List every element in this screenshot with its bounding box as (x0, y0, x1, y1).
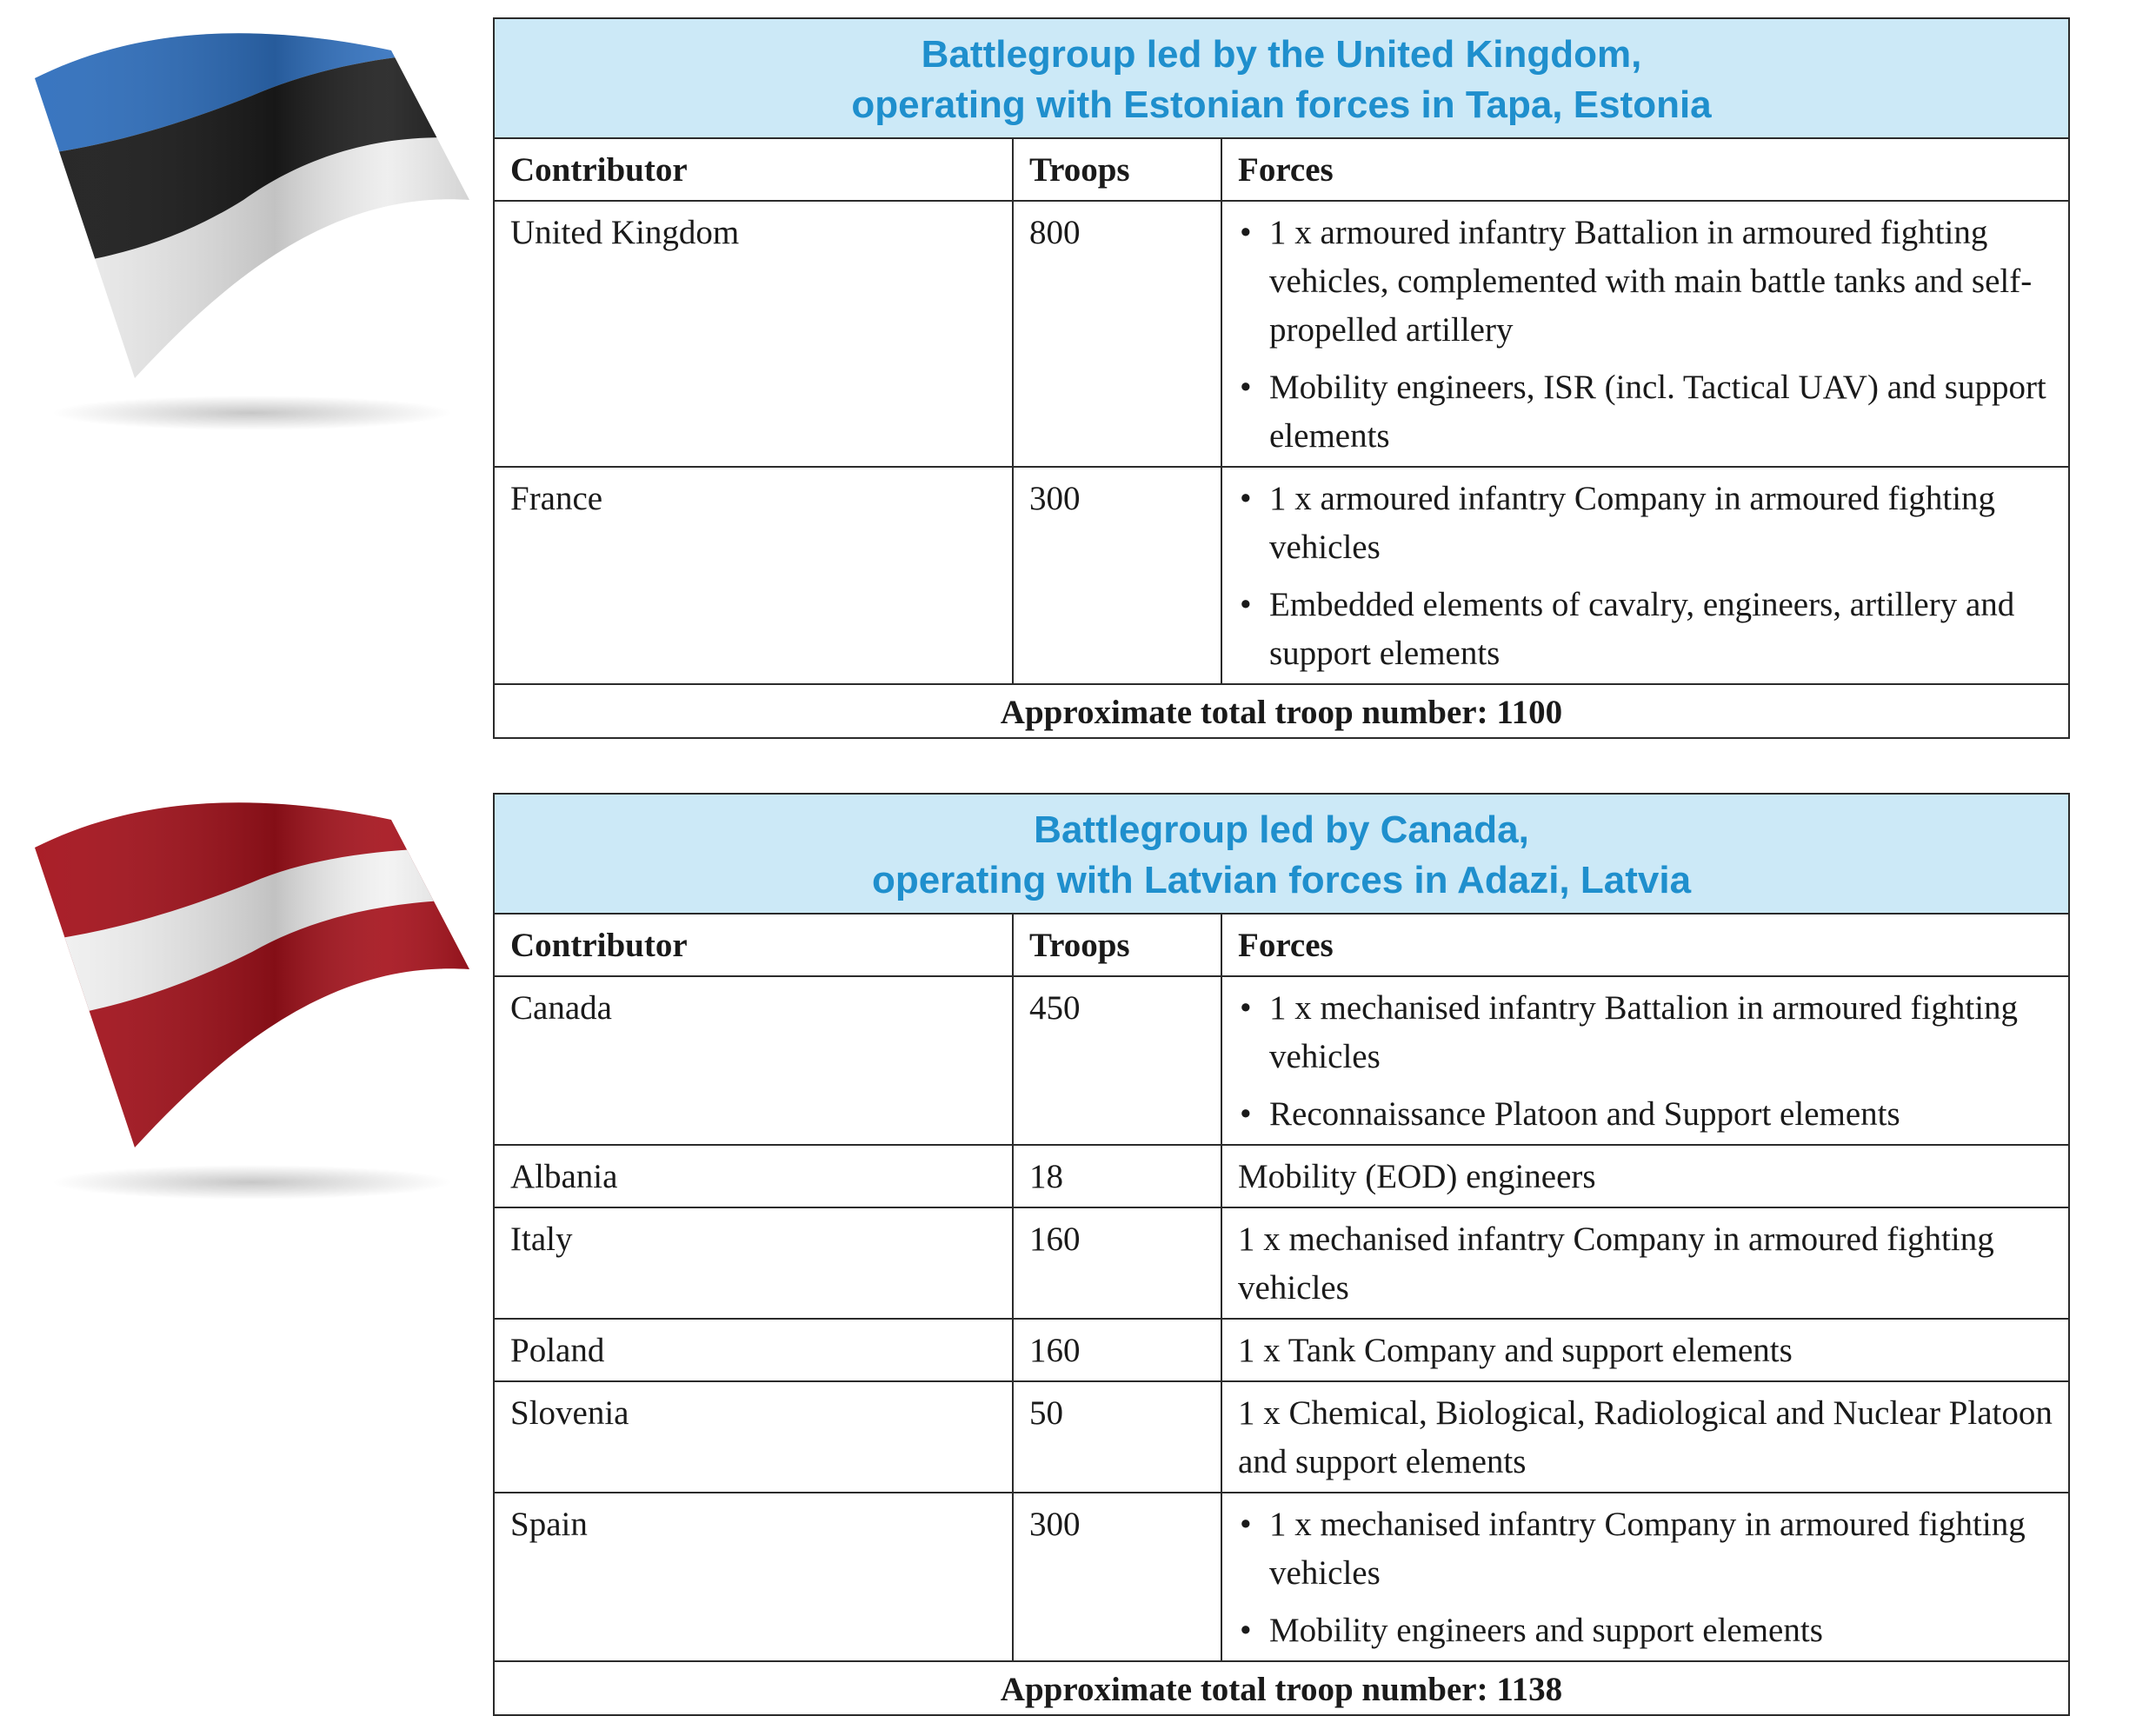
forces-list (1238, 475, 2053, 678)
troops-cell: 800 (1013, 201, 1221, 467)
total-troops-row: Approximate total troop number: 1138 (494, 1661, 2069, 1715)
latvia-battlegroup-table (493, 793, 2070, 1716)
forces-cell: 1 x Tank Company and support elements (1221, 1319, 2069, 1381)
estonia-battlegroup-table (493, 17, 2070, 739)
forces-cell: Mobility (EOD) engineers (1221, 1145, 2069, 1207)
table-row (494, 1207, 2069, 1319)
column-header-troops: Troops (1013, 914, 1221, 976)
troops-cell: 450 (1013, 976, 1221, 1145)
forces-list-item: • Embedded elements of cavalry, engineers, artillery and support elements (1238, 581, 2053, 678)
troops-cell: 160 (1013, 1207, 1221, 1319)
forces-list (1238, 984, 2053, 1139)
table-row (494, 976, 2069, 1145)
forces-list-item: • 1 x mechanised infantry Battalion in armoured fighting vehicles (1238, 984, 2053, 1081)
forces-list-item: • Mobility engineers and support elements (1238, 1606, 2053, 1655)
troops-cell: 300 (1013, 1493, 1221, 1661)
column-header-contributor: Contributor (494, 914, 1013, 976)
column-header-troops: Troops (1013, 138, 1221, 201)
contributor-cell: Albania (494, 1145, 1013, 1207)
troops-cell: 160 (1013, 1319, 1221, 1381)
table-title (494, 794, 2069, 914)
contributor-cell: Spain (494, 1493, 1013, 1661)
forces-list-item: • Mobility engineers, ISR (incl. Tactical UAV) and support elements (1238, 363, 2053, 461)
latvia-flag-image (26, 787, 478, 1204)
forces-cell (1221, 467, 2069, 684)
table-title (494, 18, 2069, 138)
table-row (494, 1493, 2069, 1661)
forces-cell: 1 x mechanised infantry Company in armoured fighting vehicles (1221, 1207, 2069, 1319)
contributor-cell: Slovenia (494, 1381, 1013, 1493)
forces-list-item: • 1 x mechanised infantry Company in armoured fighting vehicles (1238, 1500, 2053, 1598)
estonia-flag-image (26, 17, 478, 435)
contributor-cell: Italy (494, 1207, 1013, 1319)
forces-list-item: • 1 x armoured infantry Company in armoured fighting vehicles (1238, 475, 2053, 572)
column-header-forces: Forces (1221, 914, 2069, 976)
column-header-contributor: Contributor (494, 138, 1013, 201)
table-title-line1: Battlegroup led by Canada, (1034, 808, 1529, 851)
forces-cell (1221, 976, 2069, 1145)
forces-cell (1221, 1493, 2069, 1661)
table-row (494, 1145, 2069, 1207)
forces-list (1238, 209, 2053, 461)
troops-cell: 18 (1013, 1145, 1221, 1207)
table-row (494, 1381, 2069, 1493)
forces-cell (1221, 201, 2069, 467)
forces-list-item: • 1 x armoured infantry Battalion in armoured fighting vehicles, complemented with main battle tanks and self-propelled artillery (1238, 209, 2053, 355)
table-title-line2: operating with Estonian forces in Tapa, Estonia (851, 83, 1712, 126)
contributor-cell: France (494, 467, 1013, 684)
table-row (494, 201, 2069, 467)
contributor-cell: Poland (494, 1319, 1013, 1381)
table-title-line1: Battlegroup led by the United Kingdom, (921, 33, 1642, 76)
table-title-line2: operating with Latvian forces in Adazi, Latvia (871, 859, 1692, 901)
forces-cell: 1 x Chemical, Biological, Radiological and Nuclear Platoon and support elements (1221, 1381, 2069, 1493)
forces-list-item: • Reconnaissance Platoon and Support elements (1238, 1090, 2053, 1139)
contributor-cell: Canada (494, 976, 1013, 1145)
forces-list (1238, 1500, 2053, 1655)
total-troops-row: Approximate total troop number: 1100 (494, 684, 2069, 738)
troops-cell: 300 (1013, 467, 1221, 684)
contributor-cell: United Kingdom (494, 201, 1013, 467)
column-header-forces: Forces (1221, 138, 2069, 201)
table-row (494, 1319, 2069, 1381)
table-row (494, 467, 2069, 684)
troops-cell: 50 (1013, 1381, 1221, 1493)
